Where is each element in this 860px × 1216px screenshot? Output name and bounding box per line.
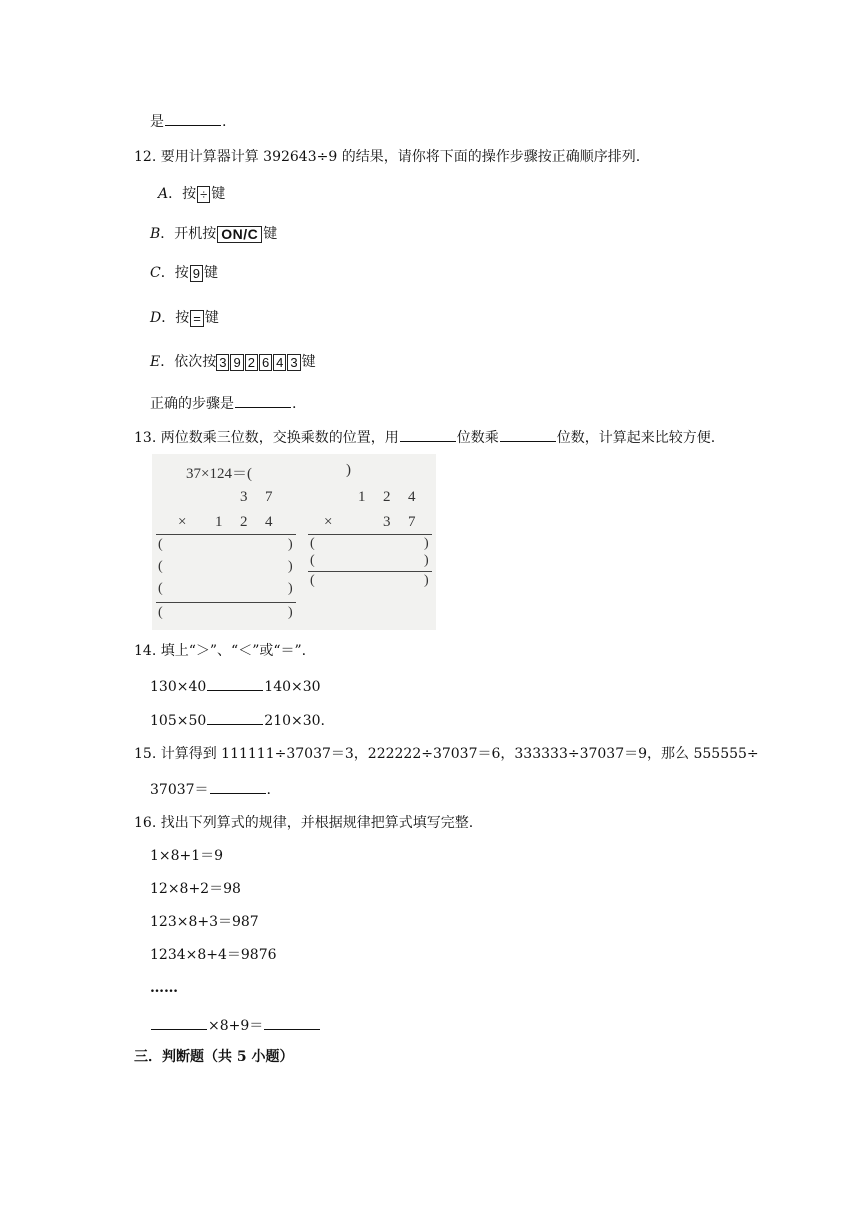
figure-rule [308,534,432,535]
digit-key-icon: 9 [230,354,243,371]
on-c-key-icon: ON/C [217,226,262,243]
q16-row: 123×8+3＝987 [150,914,259,930]
q12-step-a: A．按 ÷ 键 [158,186,226,202]
q16-ellipsis: …… [150,980,178,996]
figure-rule [156,602,296,603]
digit-keys [216,354,301,370]
q16-row: 12×8+2＝98 [150,881,241,897]
digit-key-icon: 6 [259,354,272,371]
section-heading: 三．判断题（共 5 小题） [134,1049,294,1065]
q15-stem: 15. 计算得到 111111÷37037＝3，222222÷37037＝6，333333÷37037＝9，那么 555555÷ [134,746,759,762]
q16-row: 1234×8+4＝9876 [150,947,277,963]
equals-key-icon: = [190,310,204,327]
q16-last-row: ×8+9＝ [150,1015,321,1036]
q12-step-d: D．按 = 键 [150,310,219,326]
answer-blank[interactable] [400,427,456,442]
q16-stem: 16. 找出下列算式的规律，并根据规律把算式填写完整. [134,815,474,831]
q12-stem: 12. 要用计算器计算 392643÷9 的结果，请你将下面的操作步骤按正确顺序排列. [134,149,641,165]
q12-answer: 正确的步骤是 . [150,393,296,414]
answer-blank[interactable] [207,676,263,691]
q11-tail: 是 . [150,111,226,132]
digit-key-icon: 4 [273,354,286,371]
figure-equation-close: ) [346,462,351,478]
q12-step-e: E．依次按 3 9 2 6 4 3 键 [150,354,316,370]
answer-blank[interactable] [151,1015,207,1030]
nine-key-icon: 9 [190,265,203,282]
q15-line2: 37037＝ . [150,779,271,800]
q16-row: 1×8+1＝9 [150,848,224,864]
answer-blank[interactable] [207,710,263,725]
q14-row: 105×50 210×30. [150,710,325,731]
q14-stem: 14. 填上“＞”、“＜”或“＝”. [134,643,307,659]
digit-key-icon: 3 [287,354,300,371]
q12-step-c: C．按 9 键 [150,265,218,281]
answer-blank[interactable] [264,1015,320,1030]
q13-stem: 13. 两位数乘三位数，交换乘数的位置，用 位数乘 位数，计算起来比较方便. [134,427,715,448]
answer-blank[interactable] [165,111,221,126]
answer-blank[interactable] [210,779,266,794]
answer-blank[interactable] [500,427,556,442]
answer-blank[interactable] [235,393,291,408]
figure-rule [156,534,296,535]
multiplication-figure: 37×124＝( ) 3 7 × 1 2 4 ( ) ( ) ( ) ( ) 1 2 4 × 3 7 ( ) ( ) ( ) [152,454,436,630]
divide-key-icon: ÷ [197,186,210,203]
figure-equation: 37×124＝( [186,466,252,482]
q12-step-b: B．开机按 ON/C 键 [150,225,278,242]
digit-key-icon: 2 [245,354,258,371]
digit-key-icon: 3 [216,354,229,371]
figure-rule [308,571,432,572]
q14-row: 130×40 140×30 [150,676,321,697]
